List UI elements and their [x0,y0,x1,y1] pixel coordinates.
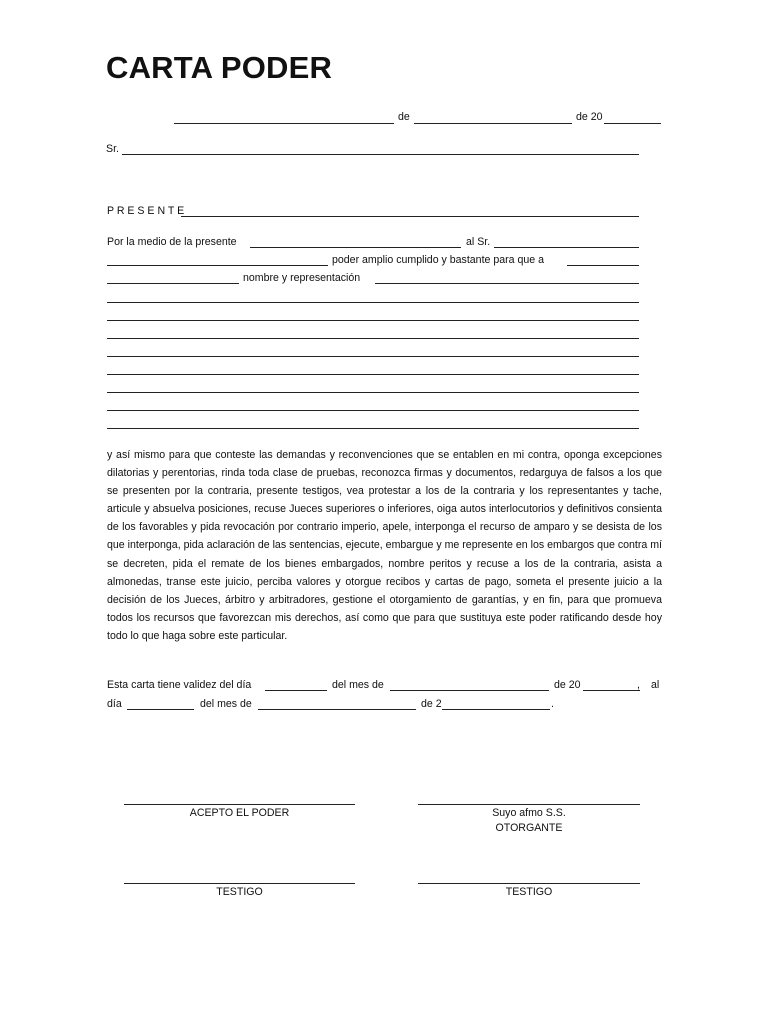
presente-label: P R E S E N T E [107,205,185,217]
addressee-sr-label: Sr. [106,143,119,155]
otorgante-label: OTORGANTE [495,822,563,834]
addressee-blank [122,154,639,155]
blank-line [107,320,639,321]
validity-month-blank [390,690,549,691]
date-year-blank [604,123,661,124]
validity-day-blank [265,690,327,691]
testigo-right-label: TESTIGO [505,886,553,898]
suyo-label: Suyo afmo S.S. [492,807,566,819]
blank-line [107,374,639,375]
validity-line2-dia-label: día [107,698,122,710]
place-blank [174,123,394,124]
signature-line-testigo-left [124,883,355,884]
testigo-left-label: TESTIGO [216,886,263,898]
date-day-blank [414,123,572,124]
signature-line-testigo-right [418,883,640,884]
powers-paragraph: y así mismo para que conteste las demandas y reconvenciones que se entablen en mi contra, oponga excepciones dilatorias y perentorias, rinda toda clase de pruebas, reconozca firmas y documentos, redarguya de falsos a los que se presenten por la contraria, presente testigos, vea protestar a los de la contraria y los representantes y tache, articule y absuelva posiciones, recuse Jueces superiores o inferiores, oiga autos interlocutorios y definitivos consienta de los favorables y pida revocación por contrario imperio, apele, interponga el recurso de amparo y se desista de los que interponga, pida aclaración de las sentencias, ejecute, embargue y me represente en los embargos que contra mí se decreten, pida el remate de los bienes embargados, nombre peritos y recuse a los de la contraria, asista a almonedas, transe este juicio, perciba valores y otorgue recibos y cartas de pago, someta el presente juicio a la decisión de los Jueces, árbitro y arbitradores, gestione el otorgamiento de garantías, y en fin, para que promueva todos los recursos que favorezcan mis derechos, así como que para que sustituya este poder ratificando desde hoy todo lo que haga sobre este particular. [107,449,662,642]
signature-line-otorgante [418,804,640,805]
body-line1-al-label: al Sr. [466,236,491,248]
body-line3-blank-end [375,283,639,284]
validity-line2-period: . [551,698,554,710]
validity-line2-month-label: del mes de [200,698,252,710]
body-line3-text: nombre y representación [243,272,361,284]
blank-line [107,410,639,411]
page-title: CARTA PODER [106,50,333,85]
blank-line [107,302,639,303]
body-line2-text: poder amplio cumplido y bastante para que a [332,254,545,266]
body-line3-blank-start [107,283,239,284]
acepto-poder-label: ACEPTO EL PODER [189,807,290,819]
body-line2-blank-end [567,265,639,266]
blank-line [107,356,639,357]
body-line1-text: Por la medio de la presente [107,236,237,248]
validity-year-label: de 20 [554,679,581,691]
grantor-blank [250,247,461,248]
blank-line [107,428,639,429]
validity-end-year-blank [442,709,550,710]
blank-line [107,392,639,393]
validity-al-label: al [651,679,660,691]
signature-line-acepto [124,804,355,805]
validity-line2-year-label: de 2 [421,698,442,710]
date-de-label: de [398,111,410,123]
validity-comma: , [637,679,640,691]
validity-label: Esta carta tiene validez del día [107,679,252,691]
body-line2-blank-start [107,265,328,266]
attorney-blank [494,247,639,248]
blank-line [107,338,639,339]
date-year-label: de 20 [576,111,603,123]
validity-end-day-blank [127,709,194,710]
validity-month-label: del mes de [332,679,384,691]
validity-year-blank [583,690,640,691]
presente-blank [181,216,639,217]
validity-end-month-blank [258,709,416,710]
